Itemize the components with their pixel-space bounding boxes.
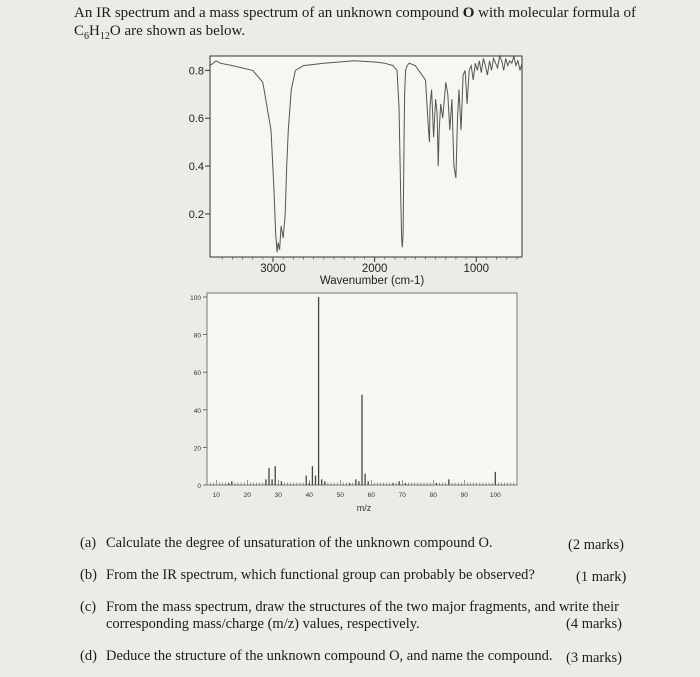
ms-x-axis-label: m/z (356, 503, 372, 513)
question-marks: (3 marks) (566, 650, 622, 666)
ms-x-tick-label: 50 (336, 492, 344, 499)
formula-o: O (109, 23, 121, 39)
ms-x-tick-label: 90 (460, 492, 468, 499)
ir-y-tick-label: 0.6 (188, 113, 204, 126)
ms-y-tick-label: 20 (193, 445, 201, 453)
question-text-line: Calculate the degree of unsaturation of the unknown compound O. (106, 535, 493, 551)
question-label: (a) (80, 535, 97, 551)
ms-x-tick-label: 60 (367, 492, 375, 499)
intro-line-2-end: are shown as below. (124, 23, 246, 39)
question-text (106, 648, 626, 665)
ir-y-tick-label: 0.4 (188, 161, 204, 174)
question-marks: (2 marks) (568, 537, 624, 553)
ms-y-tick-label: 80 (193, 332, 201, 340)
question-text (106, 599, 626, 633)
ir-x-axis-label: Wavenumber (cm-1) (319, 275, 425, 287)
ir-x-tick-label: 3000 (260, 263, 286, 275)
ms-y-tick-label: 60 (193, 370, 201, 378)
question-text (106, 567, 626, 584)
ir-x-tick-label: 1000 (463, 263, 490, 275)
ms-x-tick-label: 100 (489, 492, 501, 499)
ms-x-tick-label: 40 (305, 492, 313, 499)
question-label: (b) (80, 567, 97, 583)
intro-line-1-end: with molecular formula of (478, 5, 636, 21)
ir-y-tick-label: 0.8 (188, 65, 204, 78)
question-text-line: From the IR spectrum, which functional group can probably be observed? (106, 567, 535, 583)
formula-h-count: 12 (99, 31, 110, 42)
ir-x-tick-label: 2000 (361, 263, 388, 275)
question-text-line: corresponding mass/charge (m/z) values, respectively. (106, 616, 420, 632)
ms-y-tick-label: 0 (197, 483, 201, 490)
ms-x-tick-label: 30 (274, 492, 282, 499)
formula-c-count: 6 (84, 31, 90, 42)
question-text-line: From the mass spectrum, draw the structures of the two major fragments, and write their (106, 599, 620, 615)
compound-symbol: O (462, 5, 475, 21)
ms-x-tick-label: 10 (212, 492, 220, 499)
ms-x-tick-label: 20 (243, 492, 251, 499)
intro-line-1-text: An IR spectrum and a mass spectrum of an unknown compound (74, 5, 459, 21)
ms-x-tick-label: 70 (398, 492, 406, 499)
question-text (106, 535, 626, 552)
ms-y-tick-label: 100 (190, 295, 201, 302)
question-marks: (1 mark) (576, 569, 627, 585)
formula-c: C (74, 23, 85, 39)
ms-y-tick-label: 40 (193, 407, 201, 415)
question-label: (c) (80, 599, 97, 615)
formula-h: H (89, 23, 100, 39)
question-text-line: Deduce the structure of the unknown compound O, and name the compound. (106, 648, 553, 664)
question-marks: (4 marks) (566, 616, 622, 632)
question-label: (d) (80, 648, 97, 664)
ir-y-tick-label: 0.2 (188, 208, 204, 221)
ms-x-tick-label: 80 (429, 492, 437, 499)
